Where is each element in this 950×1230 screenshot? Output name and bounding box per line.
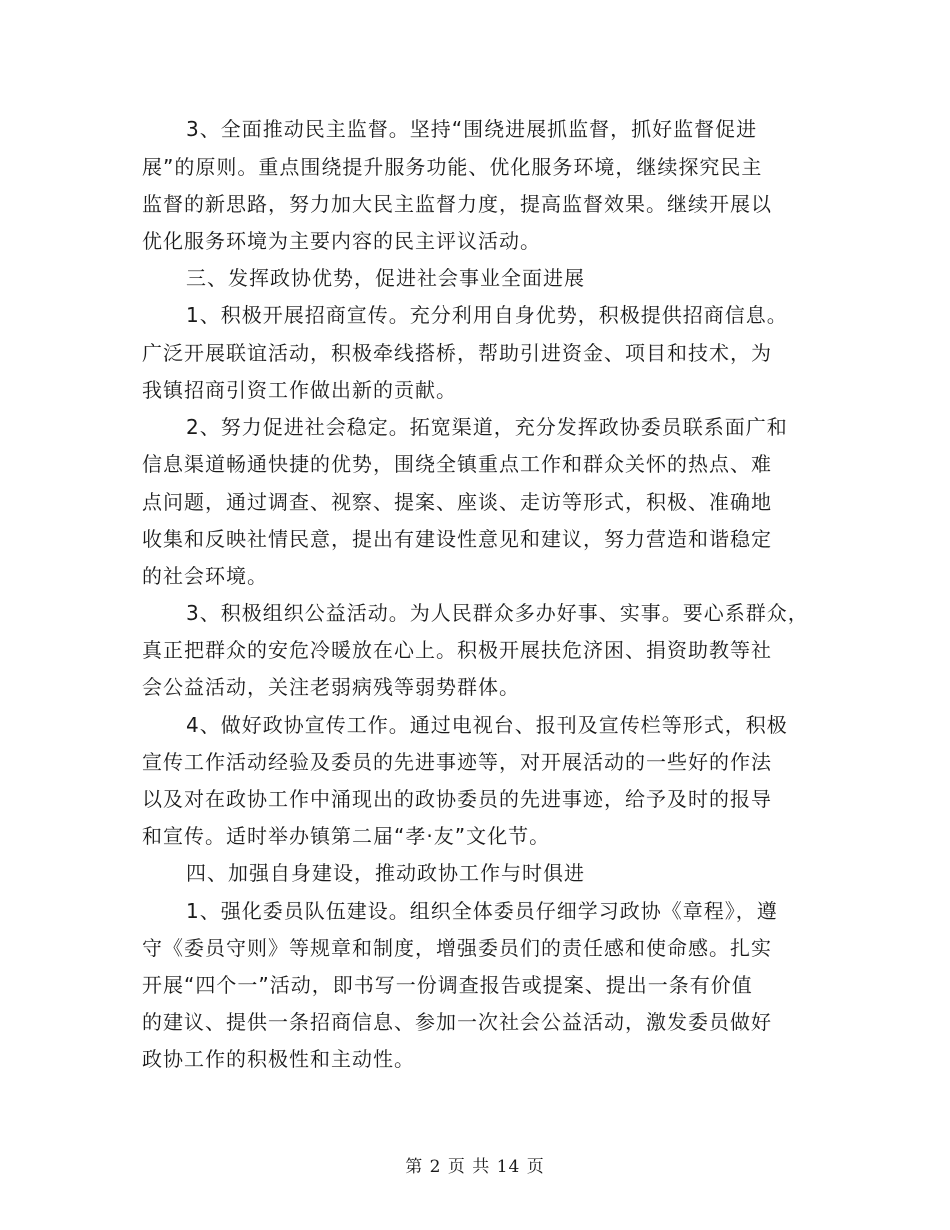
paragraph-line: 1、强化委员队伍建设。组织全体委员仔细学习政协《章程》，遵: [186, 899, 778, 923]
paragraph-line: 和宣传。适时举办镇第二届“孝·友”文化节。: [142, 824, 551, 848]
paragraph-line: 3、积极组织公益活动。为人民群众多办好事、实事。要心系群众，: [186, 601, 809, 625]
paragraph-line: 监督的新思路，努力加大民主监督力度，提高监督效果。继续开展以: [142, 192, 772, 216]
paragraph-line: 收集和反映社情民意，提出有建设性意见和建议，努力营造和谐稳定: [142, 527, 772, 551]
page-number-footer: 第 2 页 共 14 页: [405, 1157, 545, 1177]
paragraph-line: 2、努力促进社会稳定。拓宽渠道，充分发挥政协委员联系面广和: [186, 415, 788, 439]
paragraph-line: 4、做好政协宣传工作。通过电视台、报刊及宣传栏等形式，积极: [186, 713, 788, 737]
paragraph-line: 会公益活动，关注老弱病残等弱势群体。: [142, 675, 520, 699]
paragraph-line: 广泛开展联谊活动，积极牵线搭桥，帮助引进资金、项目和技术，为: [142, 341, 772, 365]
paragraph-line: 3、全面推动民主监督。坚持“围绕进展抓监督，抓好监督促进: [186, 117, 758, 141]
paragraph-line: 以及对在政协工作中涌现出的政协委员的先进事迹，给予及时的报导: [142, 787, 772, 811]
section-heading: 四、加强自身建设，推动政协工作与时俱进: [186, 861, 585, 885]
paragraph-line: 点问题，通过调查、视察、提案、座谈、走访等形式，积极、准确地: [142, 490, 772, 514]
section-heading: 三、发挥政协优势，促进社会事业全面进展: [186, 266, 585, 290]
paragraph-line: 展”的原则。重点围绕提升服务功能、优化服务环境，继续探究民主: [142, 155, 763, 179]
paragraph-line: 1、积极开展招商宣传。充分利用自身优势，积极提供招商信息。: [186, 303, 788, 327]
paragraph-line: 政协工作的积极性和主动性。: [142, 1047, 415, 1071]
paragraph-line: 开展“四个一”活动，即书写一份调查报告或提案、提出一条有价值: [142, 973, 753, 997]
paragraph-line: 信息渠道畅通快捷的优势，围绕全镇重点工作和群众关怀的热点、难: [142, 452, 772, 476]
paragraph-line: 真正把群众的安危冷暖放在心上。积极开展扶危济困、捐资助教等社: [142, 638, 772, 662]
paragraph-line: 宣传工作活动经验及委员的先进事迹等，对开展活动的一些好的作法: [142, 750, 772, 774]
paragraph-line: 我镇招商引资工作做出新的贡献。: [142, 378, 457, 402]
paragraph-line: 的建议、提供一条招商信息、参加一次社会公益活动，激发委员做好: [142, 1010, 772, 1034]
paragraph-line: 守《委员守则》等规章和制度，增强委员们的责任感和使命感。扎实: [142, 936, 772, 960]
paragraph-line: 的社会环境。: [142, 564, 268, 588]
paragraph-line: 优化服务环境为主要内容的民主评议活动。: [142, 229, 541, 253]
